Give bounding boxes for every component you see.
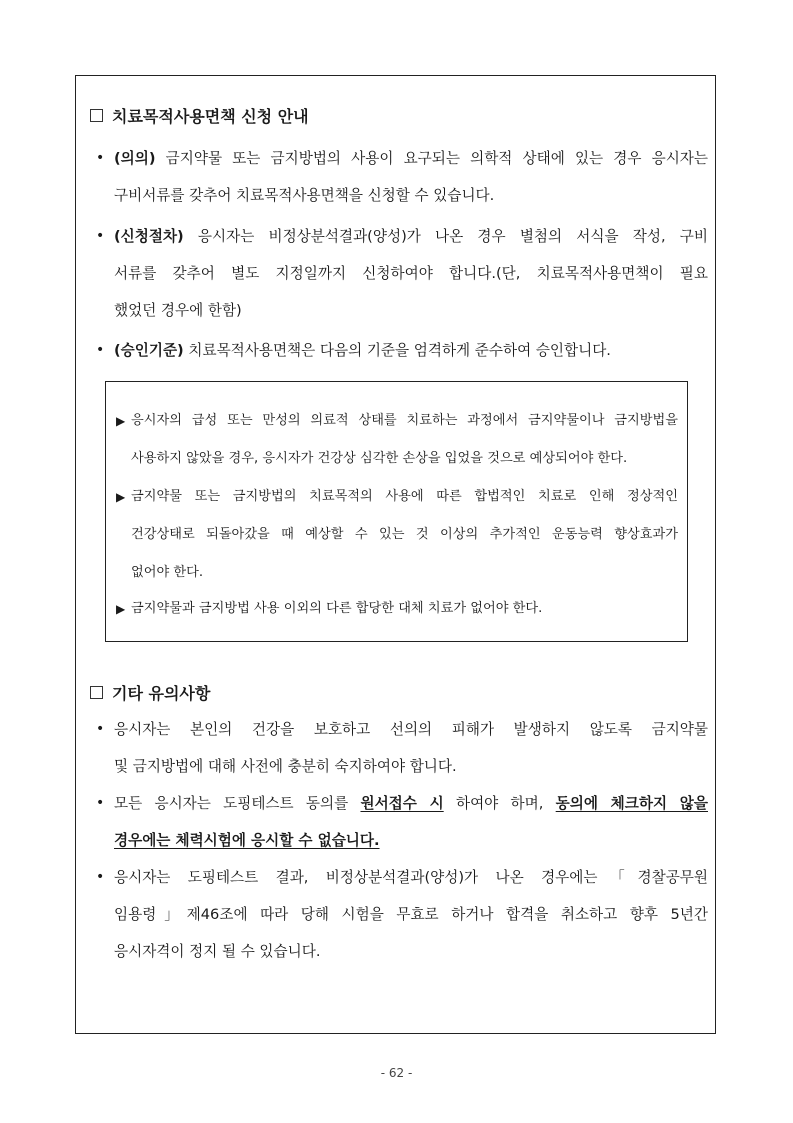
bullet-icon: • xyxy=(96,795,105,811)
emphasis-application: 원서접수 시 xyxy=(360,795,444,812)
bullet-icon: • xyxy=(96,150,105,166)
bullet-icon: • xyxy=(96,869,105,885)
page-number: - 62 - xyxy=(380,1066,413,1080)
list-item-approval-criteria: • (승인기준) 치료목적사용면책은 다음의 기준을 엄격하게 준수하여 승인합니다. xyxy=(96,332,708,369)
checkbox-icon xyxy=(90,686,103,699)
list-item-procedure: • (신청절차) 응시자는 비정상분석결과(양성)가 나온 경우 별첨의 서식을 작성, 구비 서류를 갖추어 별도 지정일까지 신청하여야 합니다.(단, 치료목적사용면책이 필요 했었던 경우에 한함) xyxy=(96,218,708,329)
list-item-health-notice: • 응시자는 본인의 건강을 보호하고 선의의 피해가 발생하지 않도록 금지약물 및 금지방법에 대해 사전에 충분히 숙지하여야 합니다. xyxy=(96,711,708,785)
section-title-other-notes xyxy=(90,681,210,704)
section1-title: 치료목적사용면책 신청 안내 xyxy=(112,107,309,126)
bullet-icon: • xyxy=(96,228,105,244)
list-item-purpose: • (의의) 금지약물 또는 금지방법의 사용이 요구되는 의학적 상태에 있는 경우 응시자는 구비서류를 갖추어 치료목적사용면책을 신청할 수 있습니다. xyxy=(96,140,708,214)
criteria-item-3: ▶ 금지약물과 금지방법 사용 이외의 다른 합당한 대체 치료가 없어야 한다. xyxy=(116,590,678,628)
section-title-tue xyxy=(90,104,309,127)
triangle-bullet-icon: ▶ xyxy=(116,490,126,504)
emphasis-consent-warning: 동의에 체크하지 않을 xyxy=(555,795,708,812)
emphasis-consent-warning-cont: 경우에는 체력시험에 응시할 수 없습니다. xyxy=(114,832,380,849)
bullet-icon: • xyxy=(96,721,105,737)
section2-title: 기타 유의사항 xyxy=(112,684,211,703)
criteria-item-1: ▶ 응시자의 급성 또는 만성의 의료적 상태를 치료하는 과정에서 금지약물이나 금지방법을 사용하지 않았을 경우, 응시자가 건강상 심각한 손상을 입었을 것으로 예상되어야 한다. xyxy=(116,402,678,478)
item-label: (의의) xyxy=(114,150,156,167)
bullet-icon: • xyxy=(96,342,105,358)
triangle-bullet-icon: ▶ xyxy=(116,414,126,428)
criteria-item-2: ▶ 금지약물 또는 금지방법의 치료목적의 사용에 따른 합법적인 치료로 인해 정상적인 건강상태로 되돌아갔을 때 예상할 수 있는 것 이상의 추가적인 운동능력 향상효과가 없어야 한다. xyxy=(116,478,678,592)
list-item-doping-consent: • 모든 응시자는 도핑테스트 동의를 원서접수 시 하여야 하며, 동의에 체크하지 않을 경우에는 체력시험에 응시할 수 없습니다. xyxy=(96,785,708,859)
list-item-doping-result: • 응시자는 도핑테스트 결과, 비정상분석결과(양성)가 나온 경우에는「경찰공무원 임용령」제46조에 따라 당해 시험을 무효로 하거나 합격을 취소하고 향후 5년간 응시자격이 정지 될 수 있습니다. xyxy=(96,859,708,970)
triangle-bullet-icon: ▶ xyxy=(116,602,126,616)
item-label: (승인기준) xyxy=(114,342,184,359)
checkbox-icon xyxy=(90,109,103,122)
item-label: (신청절차) xyxy=(114,228,184,245)
